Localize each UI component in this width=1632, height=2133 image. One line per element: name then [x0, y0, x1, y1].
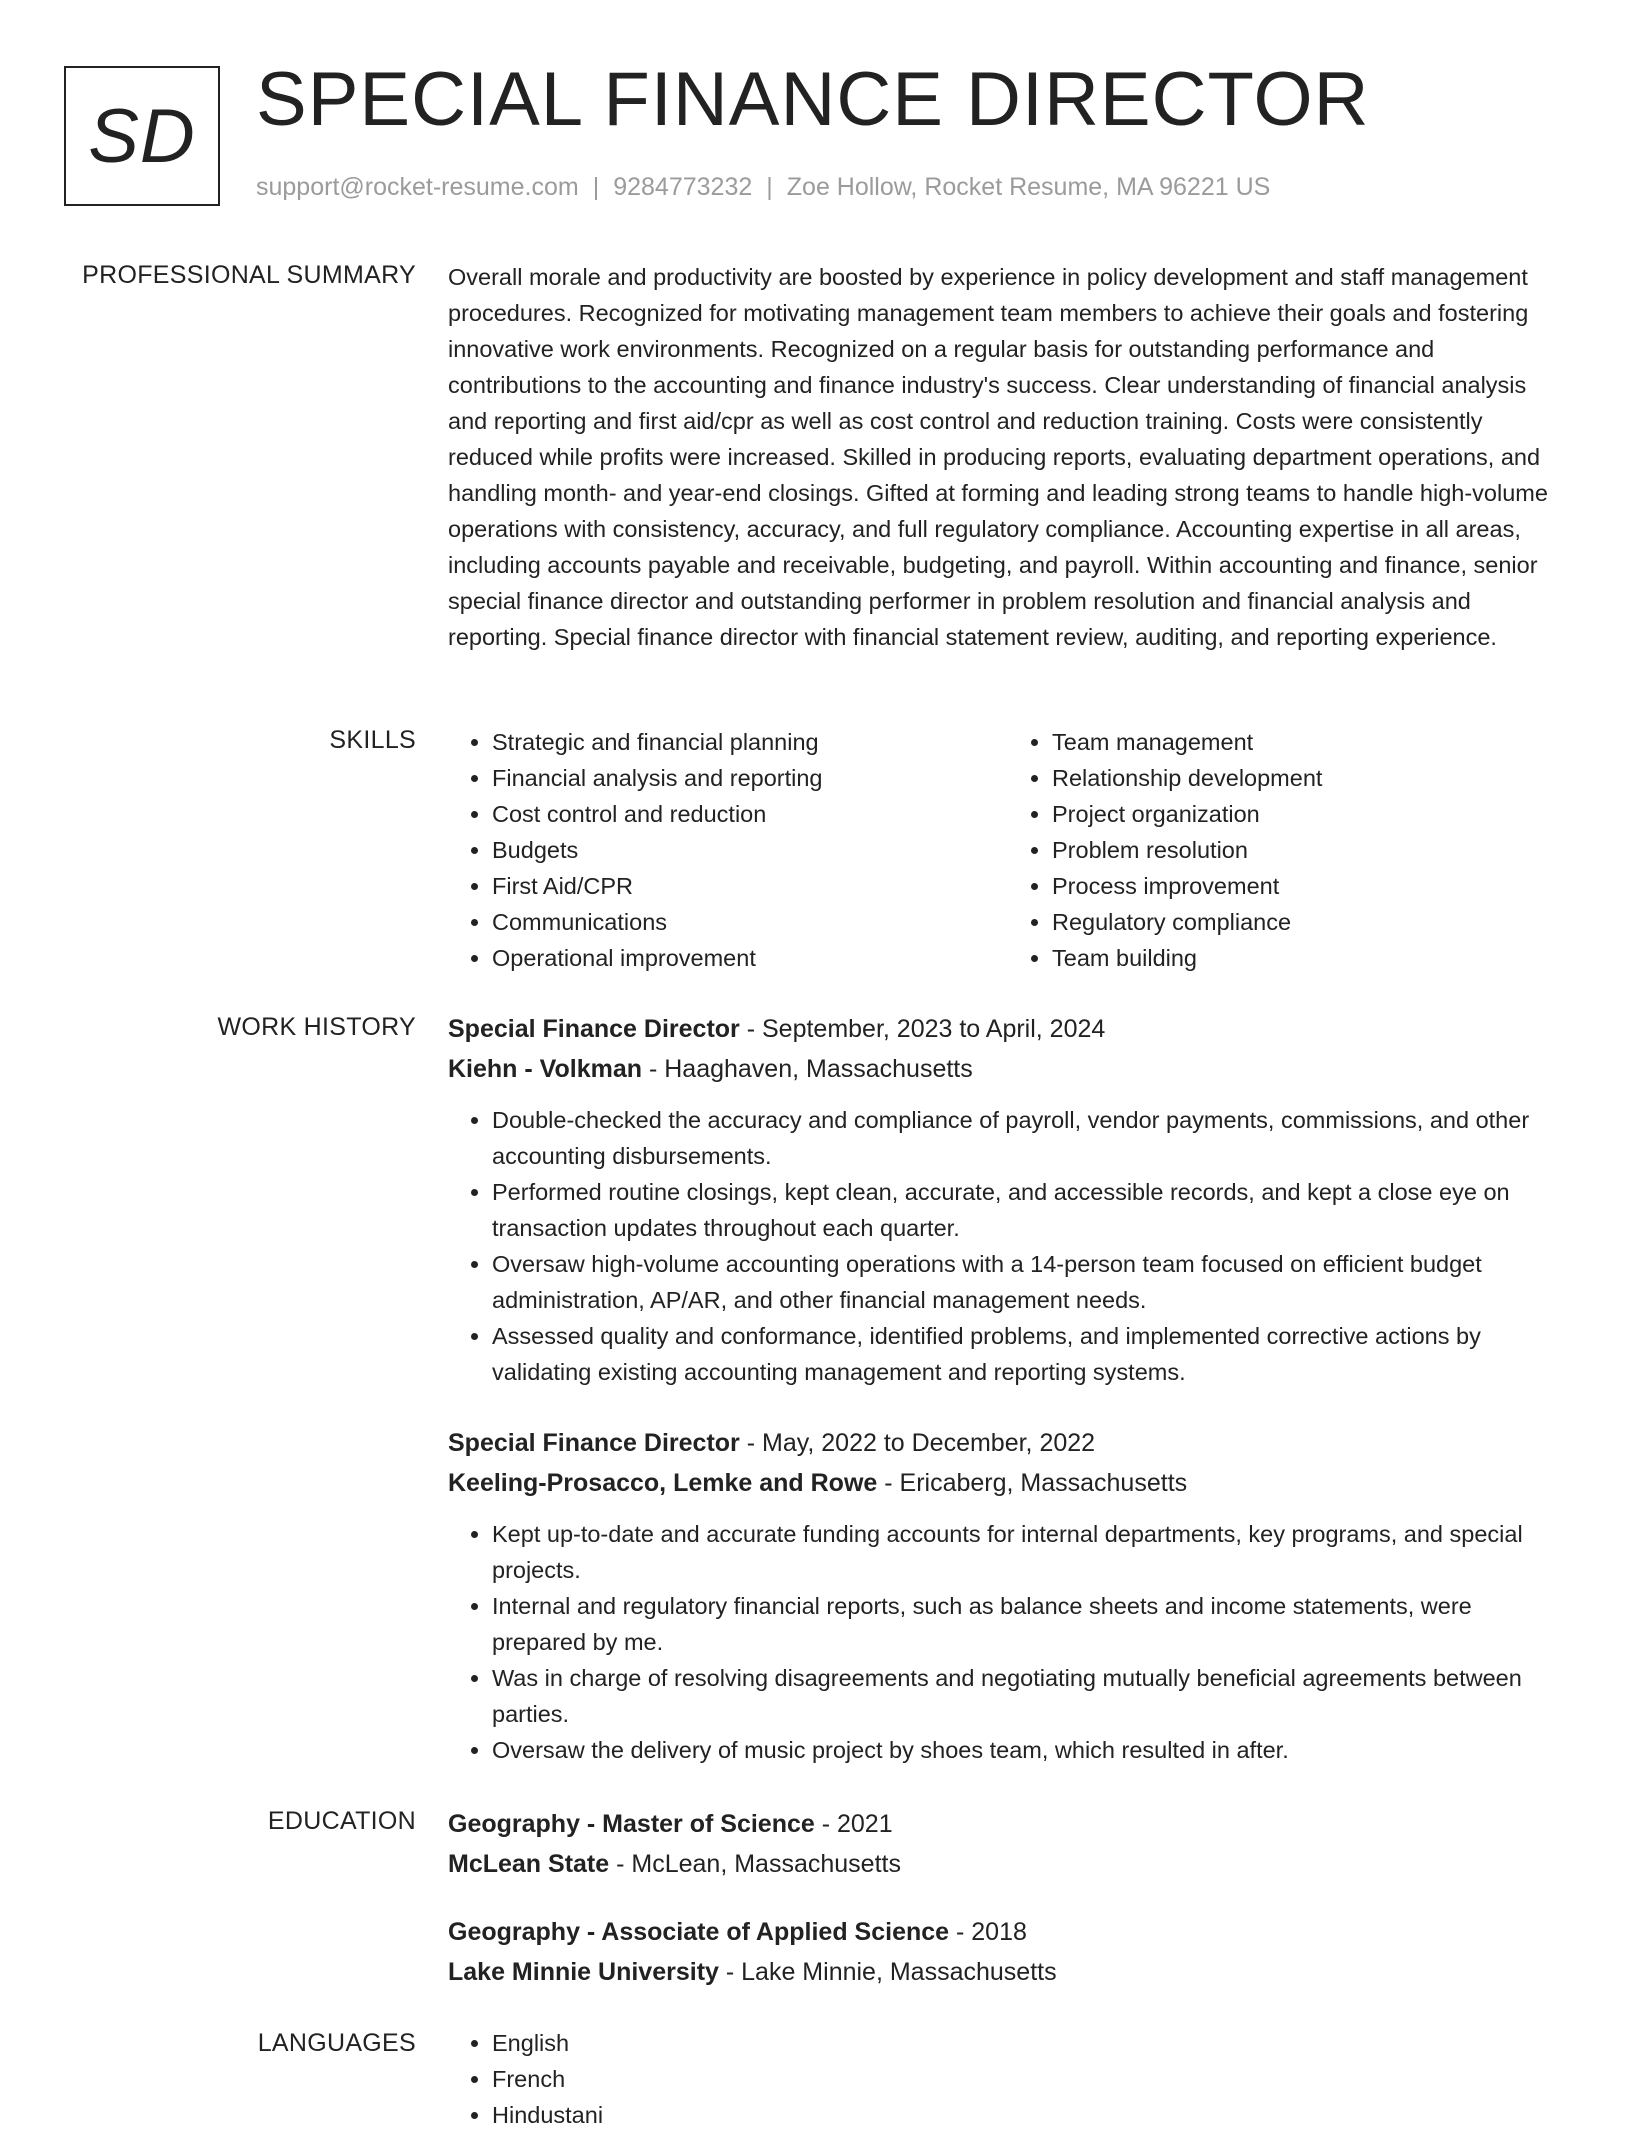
section-label-summary: PROFESSIONAL SUMMARY — [82, 261, 416, 289]
job-bullet: • Double-checked the accuracy and compliance of payroll, vendor payments, commissions, and other accounting disbursements. — [492, 1102, 1568, 1174]
skill-item: • Communications — [492, 904, 1008, 940]
skill-item: • Problem resolution — [1052, 832, 1568, 868]
section-label-education: EDUCATION — [267, 1807, 416, 1835]
languages-section — [448, 2025, 1568, 2133]
section-label-skills: SKILLS — [329, 726, 416, 754]
skill-item: • Process improvement — [1052, 868, 1568, 904]
education-degree-line — [448, 1913, 1568, 1951]
skill-item: • Cost control and reduction — [492, 796, 1008, 832]
page-title: SPECIAL FINANCE DIRECTOR — [256, 57, 1370, 142]
skill-item: • Team management — [1052, 724, 1568, 760]
languages-list — [448, 2025, 1568, 2133]
job-entry — [448, 1424, 1568, 1768]
education-location: - Lake Minnie, Massachusetts — [718, 1958, 1057, 1986]
job-location: - Haaghaven, Massachusetts — [642, 1055, 973, 1083]
contact-phone: 9284773232 — [613, 173, 753, 201]
job-dates: - September, 2023 to April, 2024 — [739, 1015, 1106, 1043]
job-company: Kiehn - Volkman — [448, 1055, 643, 1083]
section-label-work: WORK HISTORY — [217, 1013, 416, 1041]
job-bullets — [448, 1102, 1568, 1390]
contact-separator: | — [766, 173, 773, 201]
job-bullet: • Assessed quality and conformance, identified problems, and implemented corrective actions by validating existing accounting management and reporting systems. — [492, 1318, 1568, 1390]
education-degree-line — [448, 1805, 1568, 1843]
education-year: - 2021 — [814, 1810, 893, 1838]
job-company-line — [448, 1464, 1568, 1502]
work-section — [448, 1010, 1568, 1768]
job-company-line — [448, 1050, 1568, 1088]
skills-list-right — [1008, 724, 1568, 976]
skill-item: • Team building — [1052, 940, 1568, 976]
education-location: - McLean, Massachusetts — [609, 1850, 901, 1878]
job-bullets — [448, 1516, 1568, 1768]
job-title-line — [448, 1424, 1568, 1462]
job-bullet: • Was in charge of resolving disagreements and negotiating mutually beneficial agreements between parties. — [492, 1660, 1568, 1732]
job-bullet: • Internal and regulatory financial reports, such as balance sheets and income statements, were prepared by me. — [492, 1588, 1568, 1660]
skills-section — [448, 724, 1568, 976]
job-title: Special Finance Director — [448, 1429, 740, 1457]
skill-item: • Project organization — [1052, 796, 1568, 832]
education-school: McLean State — [448, 1850, 610, 1878]
language-item: • Hindustani — [492, 2097, 1568, 2133]
education-school-line — [448, 1953, 1568, 1991]
job-bullet: • Oversaw the delivery of music project by shoes team, which resulted in after. — [492, 1732, 1568, 1768]
language-item: • French — [492, 2061, 1568, 2097]
job-dates: - May, 2022 to December, 2022 — [739, 1429, 1096, 1457]
summary-text: Overall morale and productivity are boosted by experience in policy development and staff management procedures. Recognized for motivating management team members to achieve their goals and fostering innovative work environments. Recognized on a regular basis for outstanding performance and contributions to the accounting and finance industry's success. Clear understanding of financial analysis and reporting and first aid/cpr as well as cost control and reduction training. Costs were consistently reduced while profits were increased. Skilled in producing reports, evaluating department operations, and handling month- and year-end closings. Gifted at forming and leading strong teams to handle high-volume operations with consistency, accuracy, and full regulatory compliance. Accounting expertise in all areas, including accounts payable and receivable, budgeting, and payroll. Within accounting and finance, senior special finance director and outstanding performer in problem resolution and financial analysis and reporting. Special finance director with financial statement review, auditing, and reporting experience. — [448, 264, 1548, 650]
section-label-languages: LANGUAGES — [257, 2029, 416, 2057]
contact-separator: | — [592, 173, 600, 201]
job-bullet: • Kept up-to-date and accurate funding accounts for internal departments, key programs, and special projects. — [492, 1516, 1568, 1588]
job-title-line — [448, 1010, 1568, 1048]
education-school-line — [448, 1845, 1568, 1883]
job-title: Special Finance Director — [448, 1015, 740, 1043]
skill-item: • Budgets — [492, 832, 1008, 868]
skill-item: • Regulatory compliance — [1052, 904, 1568, 940]
education-section — [448, 1805, 1568, 1991]
skills-list-left — [448, 724, 1008, 976]
education-degree: Geography - Master of Science — [448, 1810, 815, 1838]
language-item: • English — [492, 2025, 1568, 2061]
monogram: SD — [64, 66, 220, 206]
job-location: - Ericaberg, Massachusetts — [877, 1469, 1188, 1497]
education-entry — [448, 1913, 1568, 1991]
skill-item: • Strategic and financial planning — [492, 724, 1008, 760]
skill-item: • Relationship development — [1052, 760, 1568, 796]
job-company: Keeling-Prosacco, Lemke and Rowe — [448, 1469, 878, 1497]
skill-item: • Operational improvement — [492, 940, 1008, 976]
job-entry — [448, 1010, 1568, 1390]
job-bullet: • Performed routine closings, kept clean, accurate, and accessible records, and kept a close eye on transaction updates throughout each quarter. — [492, 1174, 1568, 1246]
education-entry — [448, 1805, 1568, 1883]
education-degree: Geography - Associate of Applied Science — [448, 1918, 950, 1946]
education-school: Lake Minnie University — [448, 1958, 719, 1986]
skill-item: • Financial analysis and reporting — [492, 760, 1008, 796]
summary-section — [448, 259, 1568, 655]
job-bullet: • Oversaw high-volume accounting operations with a 14-person team focused on efficient budget administration, AP/AR, and other financial management needs. — [492, 1246, 1568, 1318]
skill-item: • First Aid/CPR — [492, 868, 1008, 904]
contact-address: Zoe Hollow, Rocket Resume, MA 96221 US — [786, 173, 1271, 201]
contact-line — [256, 173, 1270, 202]
contact-email: support@rocket-resume.com — [256, 173, 579, 201]
education-year: - 2018 — [949, 1918, 1027, 1946]
